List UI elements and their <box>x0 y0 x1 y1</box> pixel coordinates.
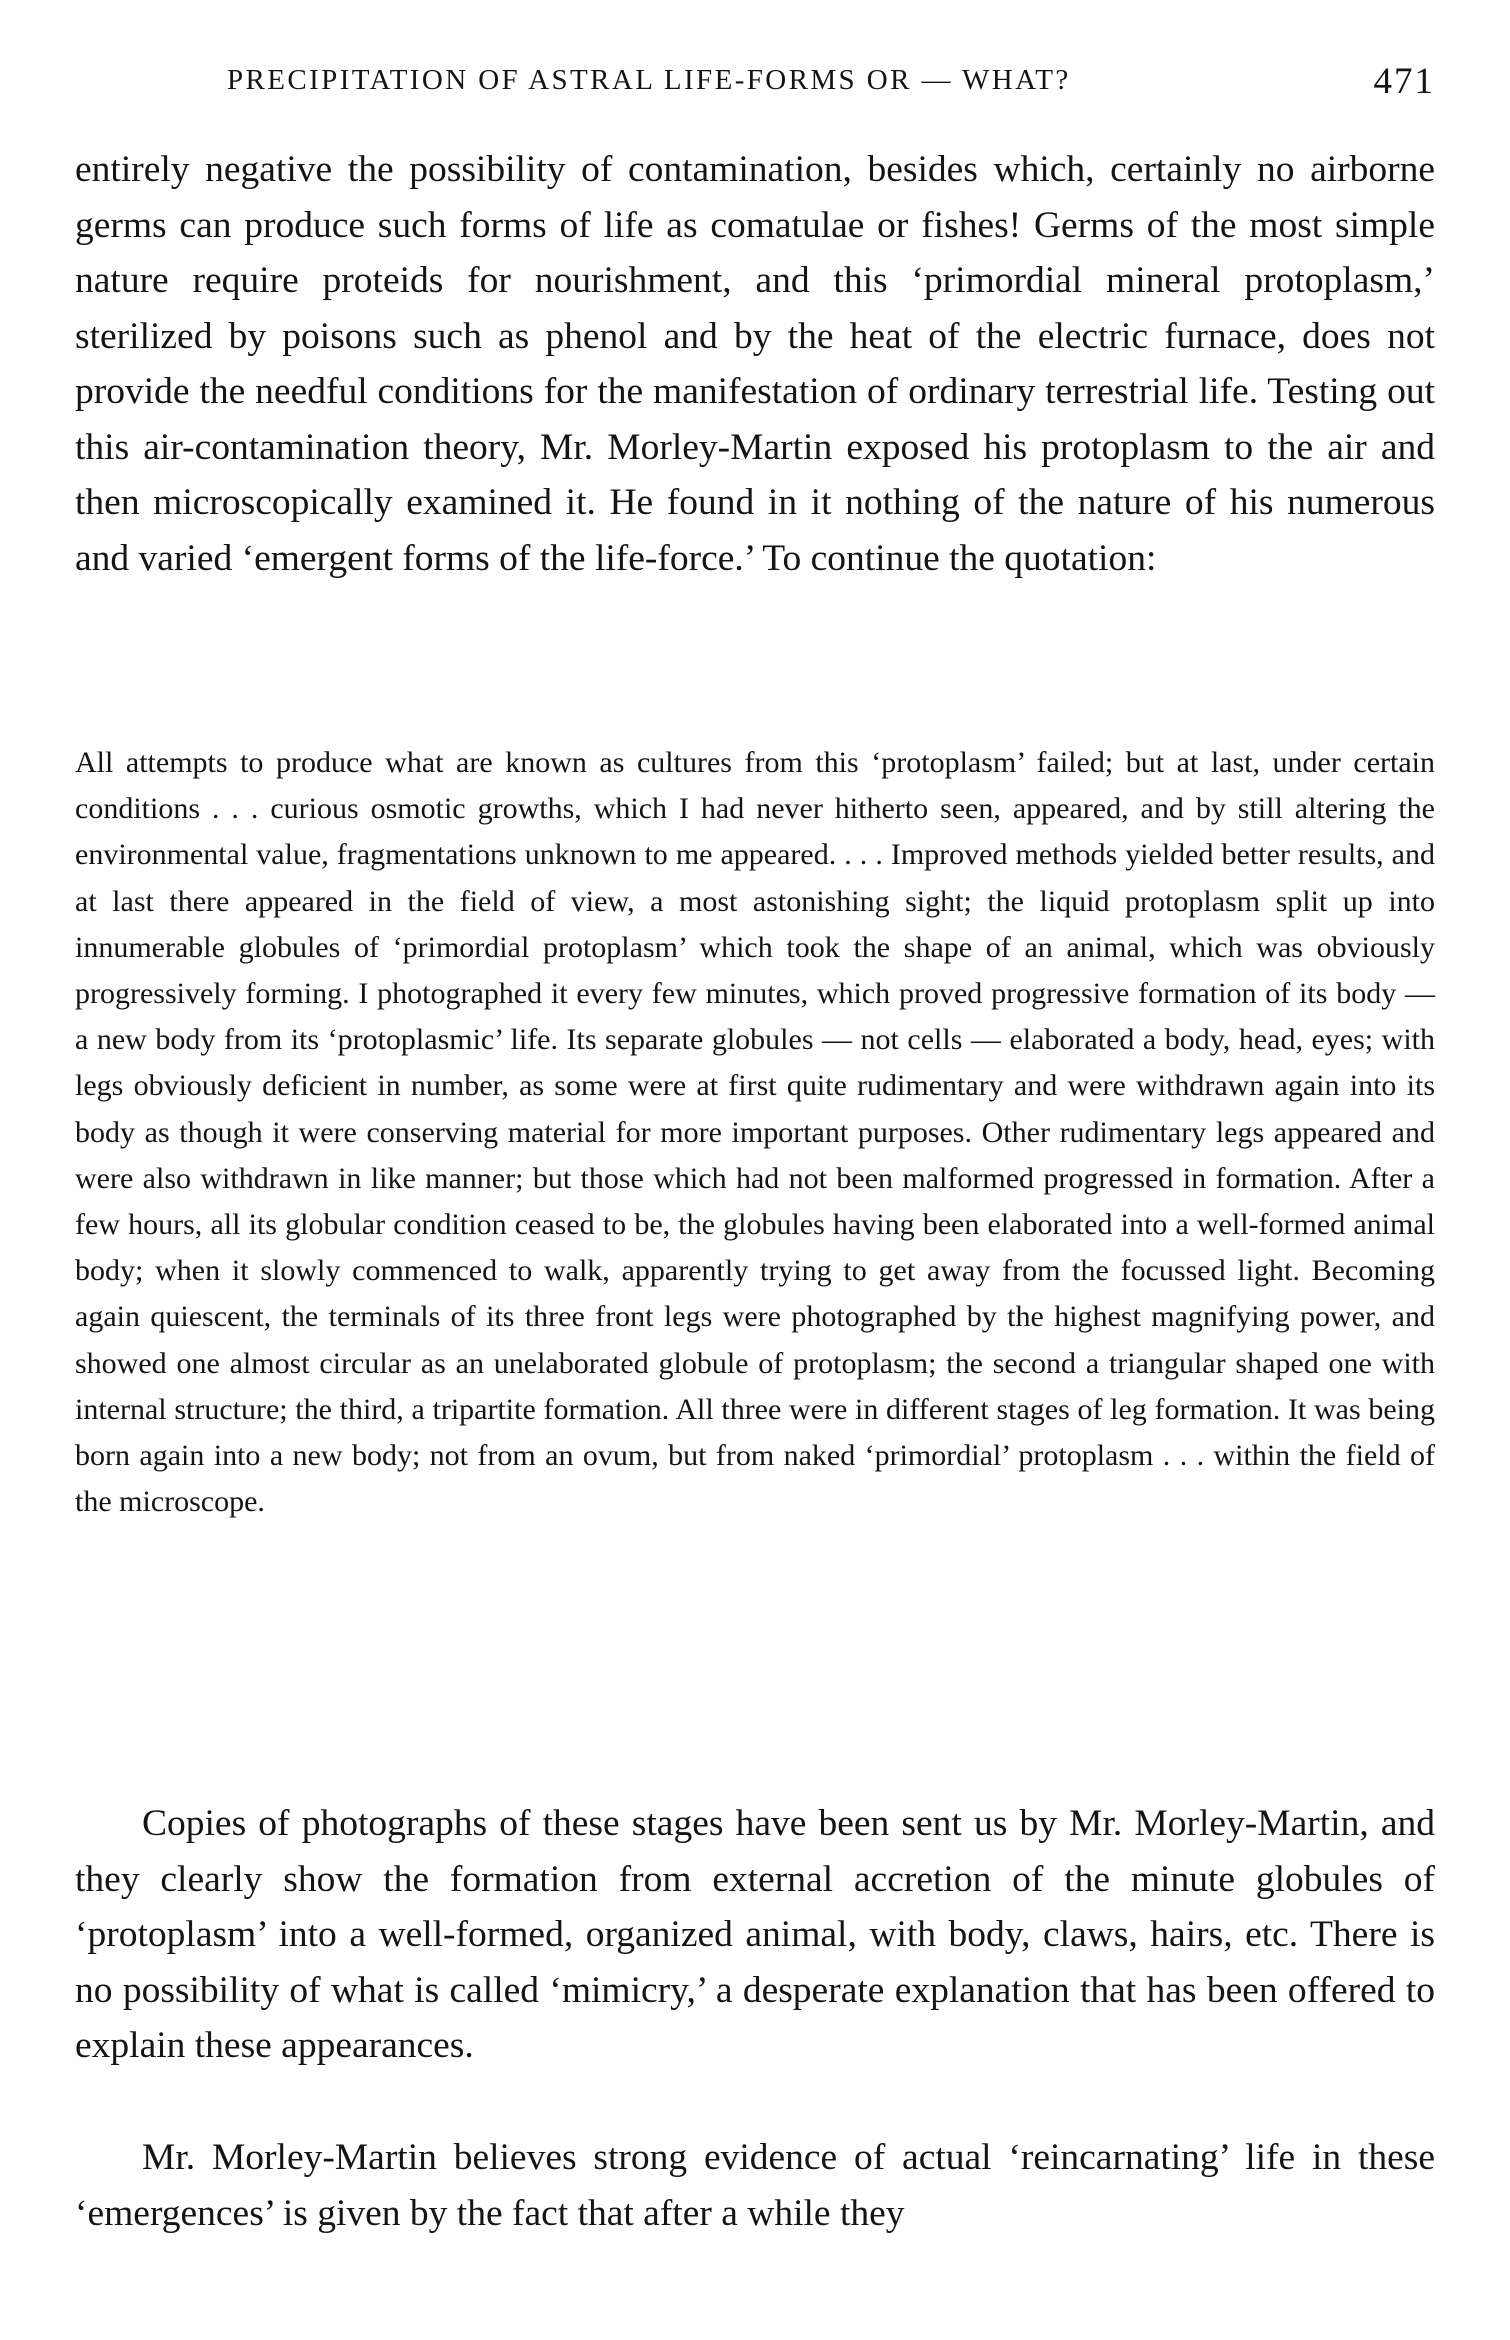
page-number: 471 <box>1373 61 1435 102</box>
running-head <box>75 60 1435 110</box>
block-quote: All attempts to produce what are known as cultures from this ‘protoplasm’ failed; but at last, under certain conditions . . . curious osmotic growths, which I had never hitherto seen, appeared, and by still altering the environmental value, fragmentations unknown to me appeared. . . . Improved methods yielded better results, and at last there appeared in the field of view, a most astonishing sight; the liquid protoplasm split up into innumerable globules of ‘primordial protoplasm’ which took the shape of an animal, which was obviously progressively forming. I photographed it every few minutes, which proved progressive formation of its body — a new body from its ‘protoplasmic’ life. Its separate globules — not cells — elaborated a body, head, eyes; with legs obviously deficient in number, as some were at first quite rudimentary and were withdrawn again into its body as though it were conserving material for more important purposes. Other rudimentary legs appeared and were also withdrawn in like manner; but those which had not been malformed progressed in formation. After a few hours, all its globular condition ceased to be, the globules having been elaborated into a well-formed animal body; when it slowly commenced to walk, apparently trying to get away from the focussed light. Becoming again quiescent, the terminals of its three front legs were photographed by the highest magnifying power, and showed one almost circular as an unelaborated globule of protoplasm; the second a triangular shaped one with internal structure; the third, a tripartite formation. All three were in different stages of leg formation. It was being born again into a new body; not from an ovum, but from naked ‘primordial’ protoplasm . . . within the field of the microscope. <box>75 746 1435 1519</box>
body-paragraph-contamination: entirely negative the possibility of contamination, besides which, certainly no airborne germs can produce such forms of life as comatulae or fishes! Germs of the most simple nature require proteids for nourishment, and this ‘primordial mineral protoplasm,’ sterilized by poisons such as phenol and by the heat of the electric furnace, does not provide the needful conditions for the manifestation of ordinary terrestrial life. Testing out this air-contamination theory, Mr. Morley-Martin exposed his protoplasm to the air and then microscopically examined it. He found in it nothing of the nature of his numerous and varied ‘emergent forms of the life-force.’ To continue the quotation: <box>75 149 1435 579</box>
body-paragraph-reincarnating: Mr. Morley-Martin believes strong evidence of actual ‘reincarnating’ life in these ‘emergences’ is given by the fact that after a while they <box>75 2137 1435 2234</box>
running-title: PRECIPITATION OF ASTRAL LIFE-FORMS OR — WHAT? <box>227 64 1071 96</box>
body-paragraph-photographs: Copies of photographs of these stages have been sent us by Mr. Morley-Martin, and they clearly show the formation from external accretion of the minute globules of ‘protoplasm’ into a well-formed, organized animal, with body, claws, hairs, etc. There is no possibility of what is called ‘mimicry,’ a desperate explanation that has been offered to explain these appearances. <box>75 1803 1435 2066</box>
